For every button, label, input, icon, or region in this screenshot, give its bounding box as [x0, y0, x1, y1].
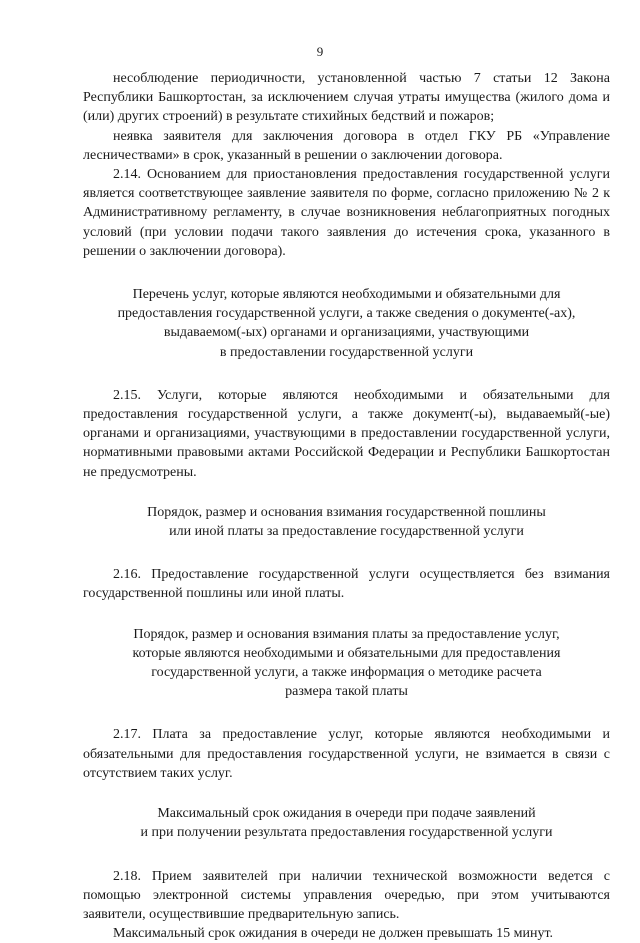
section-heading-queue-time: Максимальный срок ожидания в очереди при подаче заявлений и при получении результата предоставления государственной услуги: [140, 806, 553, 841]
page-number: 9: [316, 44, 324, 59]
paragraph-2-15: 2.15. Услуги, которые являются необходимыми и обязательными для предоставления государственной услуги, а также документ(-ы), выдаваемый(-ые) органами и организациями, участвующими в предоставлении государственной услуги, нормативными правовыми актами Российской Федерации и Республики Башкортостан не предусмотрены.: [83, 387, 610, 480]
section-heading-state-fee: Порядок, размер и основания взимания государственной пошлины или иной платы за предоставление государственной услуги: [147, 504, 546, 540]
paragraph-max-wait: Максимальный срок ожидания в очереди не должен превышать 15 минут.: [113, 926, 554, 942]
section-heading-service-fee: Порядок, размер и основания взимания платы за предоставление услуг, которые являются необходимыми и обязательными для предоставления государственной услуги, а также информация о методике расчета размера такой платы: [132, 626, 561, 700]
paragraph-2-18: 2.18. Прием заявителей при наличии технической возможности ведется с помощью электронной системы управления очередью, при этом учитываются заявители, осуществившие предварительную запись.: [83, 868, 610, 922]
paragraph-2-14: 2.14. Основанием для приостановления предоставления государственной услуги является соответствующее заявление заявителя по форме, согласно приложению № 2 к Административному регламенту, в случае возникновения неблагоприятных погодных условий (при условии подачи такого заявления до истечения срока, указанного в решении о заключении договора).: [83, 167, 610, 259]
paragraph-2-16: 2.16. Предоставление государственной услуги осуществляется без взимания государственной пошлины или иной платы.: [83, 567, 610, 602]
section-heading-required-services: Перечень услуг, которые являются необходимыми и обязательными для предоставления государственной услуги, а также сведения о документе(-ах), выдаваемом(-ых) органами и организациями, участвующими в предоставлении государственной услуги: [117, 287, 576, 360]
paragraph-periodicity: несоблюдение периодичности, установленной частью 7 статьи 12 Закона Республики Башкортостан, за исключением случая утраты имущества (жилого дома и (или) других строений) в результате стихийных бедствий и пожаров;: [83, 71, 610, 125]
document-body: [83, 69, 610, 943]
paragraph-2-17: 2.17. Плата за предоставление услуг, которые являются необходимыми и обязательными для предоставления государственной услуги, не взимается в связи с отсутствием таких услуг.: [83, 727, 610, 781]
paragraph-no-show: неявка заявителя для заключения договора в отдел ГКУ РБ «Управление лесничествами» в срок, указанный в решении о заключении договора.: [83, 128, 610, 163]
